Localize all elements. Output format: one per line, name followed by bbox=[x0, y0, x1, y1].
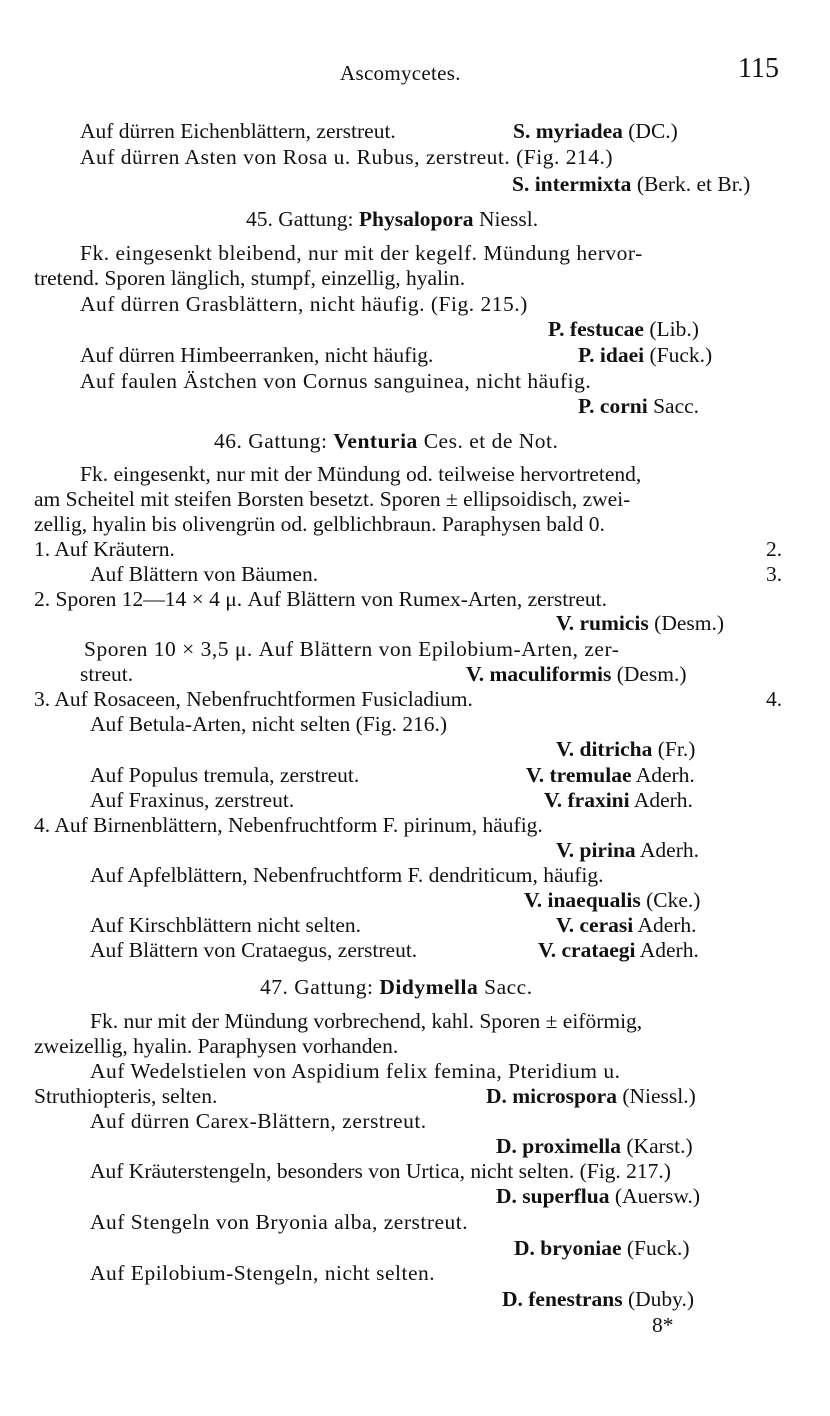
text-line bbox=[80, 240, 643, 266]
species-name: D. bryoniae bbox=[514, 1236, 622, 1260]
genus-author: Niessl. bbox=[478, 207, 539, 231]
species-entry bbox=[486, 1083, 696, 1109]
key-text: Auf Blättern von Bäumen. bbox=[90, 562, 319, 586]
species-author: Aderh. bbox=[639, 838, 699, 862]
species-name: V. crataegi bbox=[538, 938, 636, 962]
signature-mark: 8* bbox=[652, 1313, 674, 1337]
description-text: am Scheitel mit steifen Borsten besetzt. Sporen ± ellipsoidisch, zwei- bbox=[34, 487, 631, 511]
species-entry bbox=[578, 342, 712, 368]
key-line bbox=[90, 561, 318, 587]
species-entry bbox=[496, 1183, 700, 1209]
key-ref bbox=[766, 536, 782, 562]
key-line bbox=[34, 686, 473, 712]
genus-heading bbox=[246, 206, 538, 232]
species-name: V. maculiformis bbox=[466, 662, 612, 686]
species-name: P. corni bbox=[578, 394, 648, 418]
species-author: (Desm.) bbox=[616, 662, 687, 686]
habitat-text: Struthiopteris, selten. bbox=[34, 1084, 218, 1108]
species-author: (Karst.) bbox=[626, 1134, 693, 1158]
key-text: 1. Auf Kräutern. bbox=[34, 537, 175, 561]
text-line bbox=[90, 1209, 468, 1235]
species-entry bbox=[513, 118, 678, 144]
text-line bbox=[34, 265, 465, 291]
species-entry bbox=[556, 610, 724, 636]
species-name: V. fraxini bbox=[544, 788, 630, 812]
species-entry bbox=[496, 1133, 693, 1159]
description-text: zweizellig, hyalin. Paraphysen vorhanden. bbox=[34, 1034, 399, 1058]
key-text: Auf Betula-Arten, nicht selten (Fig. 216.) bbox=[90, 712, 448, 736]
species-entry bbox=[556, 736, 695, 762]
species-entry bbox=[548, 316, 699, 342]
description-text: tretend. Sporen länglich, stumpf, einzellig, hyalin. bbox=[34, 266, 466, 290]
species-author: Aderh. bbox=[637, 913, 697, 937]
text-line bbox=[34, 486, 630, 512]
species-entry bbox=[524, 887, 700, 913]
species-name: V. cerasi bbox=[556, 913, 634, 937]
species-name: P. idaei bbox=[578, 343, 645, 367]
habitat-text: Auf dürren Grasblättern, nicht häufig. (Fig. 215.) bbox=[80, 292, 528, 316]
text-line bbox=[80, 368, 591, 394]
genus-name: Didymella bbox=[379, 975, 479, 999]
key-line bbox=[90, 762, 359, 788]
species-name: V. ditricha bbox=[556, 737, 653, 761]
species-author: (DC.) bbox=[628, 119, 678, 143]
genus-heading bbox=[214, 428, 558, 454]
habitat-text: Auf Wedelstielen von Aspidium felix femina, Pteridium u. bbox=[90, 1059, 621, 1083]
description-text: zellig, hyalin bis olivengrün od. gelblichbraun. Paraphysen bald 0. bbox=[34, 512, 605, 536]
habitat-text: Auf Stengeln von Bryonia alba, zerstreut. bbox=[90, 1210, 469, 1234]
species-author: (Fuck.) bbox=[649, 343, 713, 367]
habitat-text: Auf dürren Eichenblättern, zerstreut. bbox=[80, 119, 396, 143]
text-line bbox=[34, 1033, 398, 1059]
text-line bbox=[90, 1158, 671, 1184]
key-text: 4. Auf Birnenblättern, Nebenfruchtform F. pirinum, häufig. bbox=[34, 813, 543, 837]
species-entry bbox=[544, 787, 693, 813]
genus-author: Ces. et de Not. bbox=[423, 429, 559, 453]
key-line bbox=[90, 862, 604, 888]
species-name: V. rumicis bbox=[556, 611, 649, 635]
text-line bbox=[34, 1083, 217, 1109]
running-header-title: Ascomycetes. bbox=[340, 61, 461, 85]
species-author: (Cke.) bbox=[646, 888, 701, 912]
habitat-text: Auf Epilobium-Stengeln, nicht selten. bbox=[90, 1261, 436, 1285]
species-entry bbox=[466, 661, 687, 687]
genus-name: Venturia bbox=[333, 429, 418, 453]
key-ref bbox=[766, 561, 782, 587]
key-line bbox=[90, 937, 417, 963]
species-entry bbox=[502, 1286, 694, 1312]
text-line bbox=[80, 291, 528, 317]
species-author: (Berk. et Br.) bbox=[636, 172, 751, 196]
species-author: (Desm.) bbox=[654, 611, 725, 635]
key-text: Auf Fraxinus, zerstreut. bbox=[90, 788, 295, 812]
key-line bbox=[34, 586, 607, 612]
key-line bbox=[90, 912, 361, 938]
key-ref-number: 4. bbox=[766, 687, 783, 711]
species-author: Aderh. bbox=[635, 763, 695, 787]
genus-number: 46. Gattung: bbox=[214, 429, 328, 453]
species-author: (Fr.) bbox=[657, 737, 696, 761]
key-text: Auf Kirschblättern nicht selten. bbox=[90, 913, 362, 937]
genus-heading bbox=[260, 974, 533, 1000]
genus-name: Physalopora bbox=[358, 207, 474, 231]
genus-author: Sacc. bbox=[484, 975, 533, 999]
species-entry bbox=[578, 393, 699, 419]
key-ref bbox=[766, 686, 782, 712]
description-text: Fk. eingesenkt, nur mit der Mündung od. teilweise hervortretend, bbox=[80, 462, 642, 486]
species-entry bbox=[514, 1235, 690, 1261]
species-entry bbox=[556, 837, 699, 863]
species-author: Sacc. bbox=[653, 394, 700, 418]
text-line bbox=[90, 1058, 620, 1084]
text-line bbox=[80, 144, 613, 170]
key-text: Auf Apfelblättern, Nebenfruchtform F. dendriticum, häufig. bbox=[90, 863, 604, 887]
text-line bbox=[80, 461, 641, 487]
text-line bbox=[90, 1008, 642, 1034]
key-line bbox=[84, 636, 619, 662]
species-entry bbox=[512, 171, 750, 197]
key-ref-number: 2. bbox=[766, 537, 783, 561]
species-name: D. proximella bbox=[496, 1134, 622, 1158]
species-author: (Duby.) bbox=[628, 1287, 695, 1311]
key-line bbox=[90, 711, 447, 737]
text-line bbox=[90, 1260, 435, 1286]
species-author: (Auersw.) bbox=[614, 1184, 701, 1208]
species-author: Aderh. bbox=[633, 788, 693, 812]
species-author: (Lib.) bbox=[649, 317, 699, 341]
key-text: Auf Populus tremula, zerstreut. bbox=[90, 763, 360, 787]
species-name: P. festucae bbox=[548, 317, 644, 341]
text-line bbox=[34, 511, 605, 537]
species-entry bbox=[556, 912, 697, 938]
key-text: 2. Sporen 12—14 × 4 μ. Auf Blättern von Rumex-Arten, zerstreut. bbox=[34, 587, 607, 611]
species-name: V. tremulae bbox=[526, 763, 632, 787]
key-text: Sporen 10 × 3,5 μ. Auf Blättern von Epilobium-Arten, zer- bbox=[84, 637, 620, 661]
species-author: (Fuck.) bbox=[626, 1236, 690, 1260]
species-name: S. myriadea bbox=[513, 119, 623, 143]
key-line bbox=[34, 812, 543, 838]
text-line bbox=[80, 118, 396, 144]
description-text: Fk. nur mit der Mündung vorbrechend, kahl. Sporen ± eiförmig, bbox=[90, 1009, 643, 1033]
species-author: Aderh. bbox=[639, 938, 699, 962]
habitat-text: Auf dürren Asten von Rosa u. Rubus, zerstreut. (Fig. 214.) bbox=[80, 145, 613, 169]
species-name: S. intermixta bbox=[512, 172, 632, 196]
species-name: D. fenestrans bbox=[502, 1287, 623, 1311]
species-entry bbox=[526, 762, 695, 788]
species-name: D. superflua bbox=[496, 1184, 610, 1208]
habitat-text: Auf Kräuterstengeln, besonders von Urtica, nicht selten. (Fig. 217.) bbox=[90, 1159, 671, 1183]
key-line bbox=[34, 536, 175, 562]
habitat-text: Auf dürren Carex-Blättern, zerstreut. bbox=[90, 1109, 427, 1133]
page-number: 115 bbox=[738, 53, 779, 84]
text-line bbox=[80, 342, 433, 368]
printer-signature bbox=[652, 1312, 674, 1338]
genus-number: 45. Gattung: bbox=[246, 207, 354, 231]
habitat-text: Auf faulen Ästchen von Cornus sanguinea, nicht häufig. bbox=[80, 369, 592, 393]
key-text: streut. bbox=[80, 662, 134, 686]
species-entry bbox=[538, 937, 699, 963]
key-line bbox=[80, 661, 133, 687]
description-text: Fk. eingesenkt bleibend, nur mit der kegelf. Mündung hervor- bbox=[80, 241, 643, 265]
key-text: Auf Blättern von Crataegus, zerstreut. bbox=[90, 938, 418, 962]
genus-number: 47. Gattung: bbox=[260, 975, 374, 999]
text-line bbox=[90, 1108, 427, 1134]
key-text: 3. Auf Rosaceen, Nebenfruchtformen Fusicladium. bbox=[34, 687, 473, 711]
key-ref-number: 3. bbox=[766, 562, 783, 586]
species-name: V. pirina bbox=[556, 838, 636, 862]
species-name: V. inaequalis bbox=[524, 888, 641, 912]
key-line bbox=[90, 787, 294, 813]
species-author: (Niessl.) bbox=[622, 1084, 696, 1108]
habitat-text: Auf dürren Himbeerranken, nicht häufig. bbox=[80, 343, 434, 367]
species-name: D. microspora bbox=[486, 1084, 617, 1108]
